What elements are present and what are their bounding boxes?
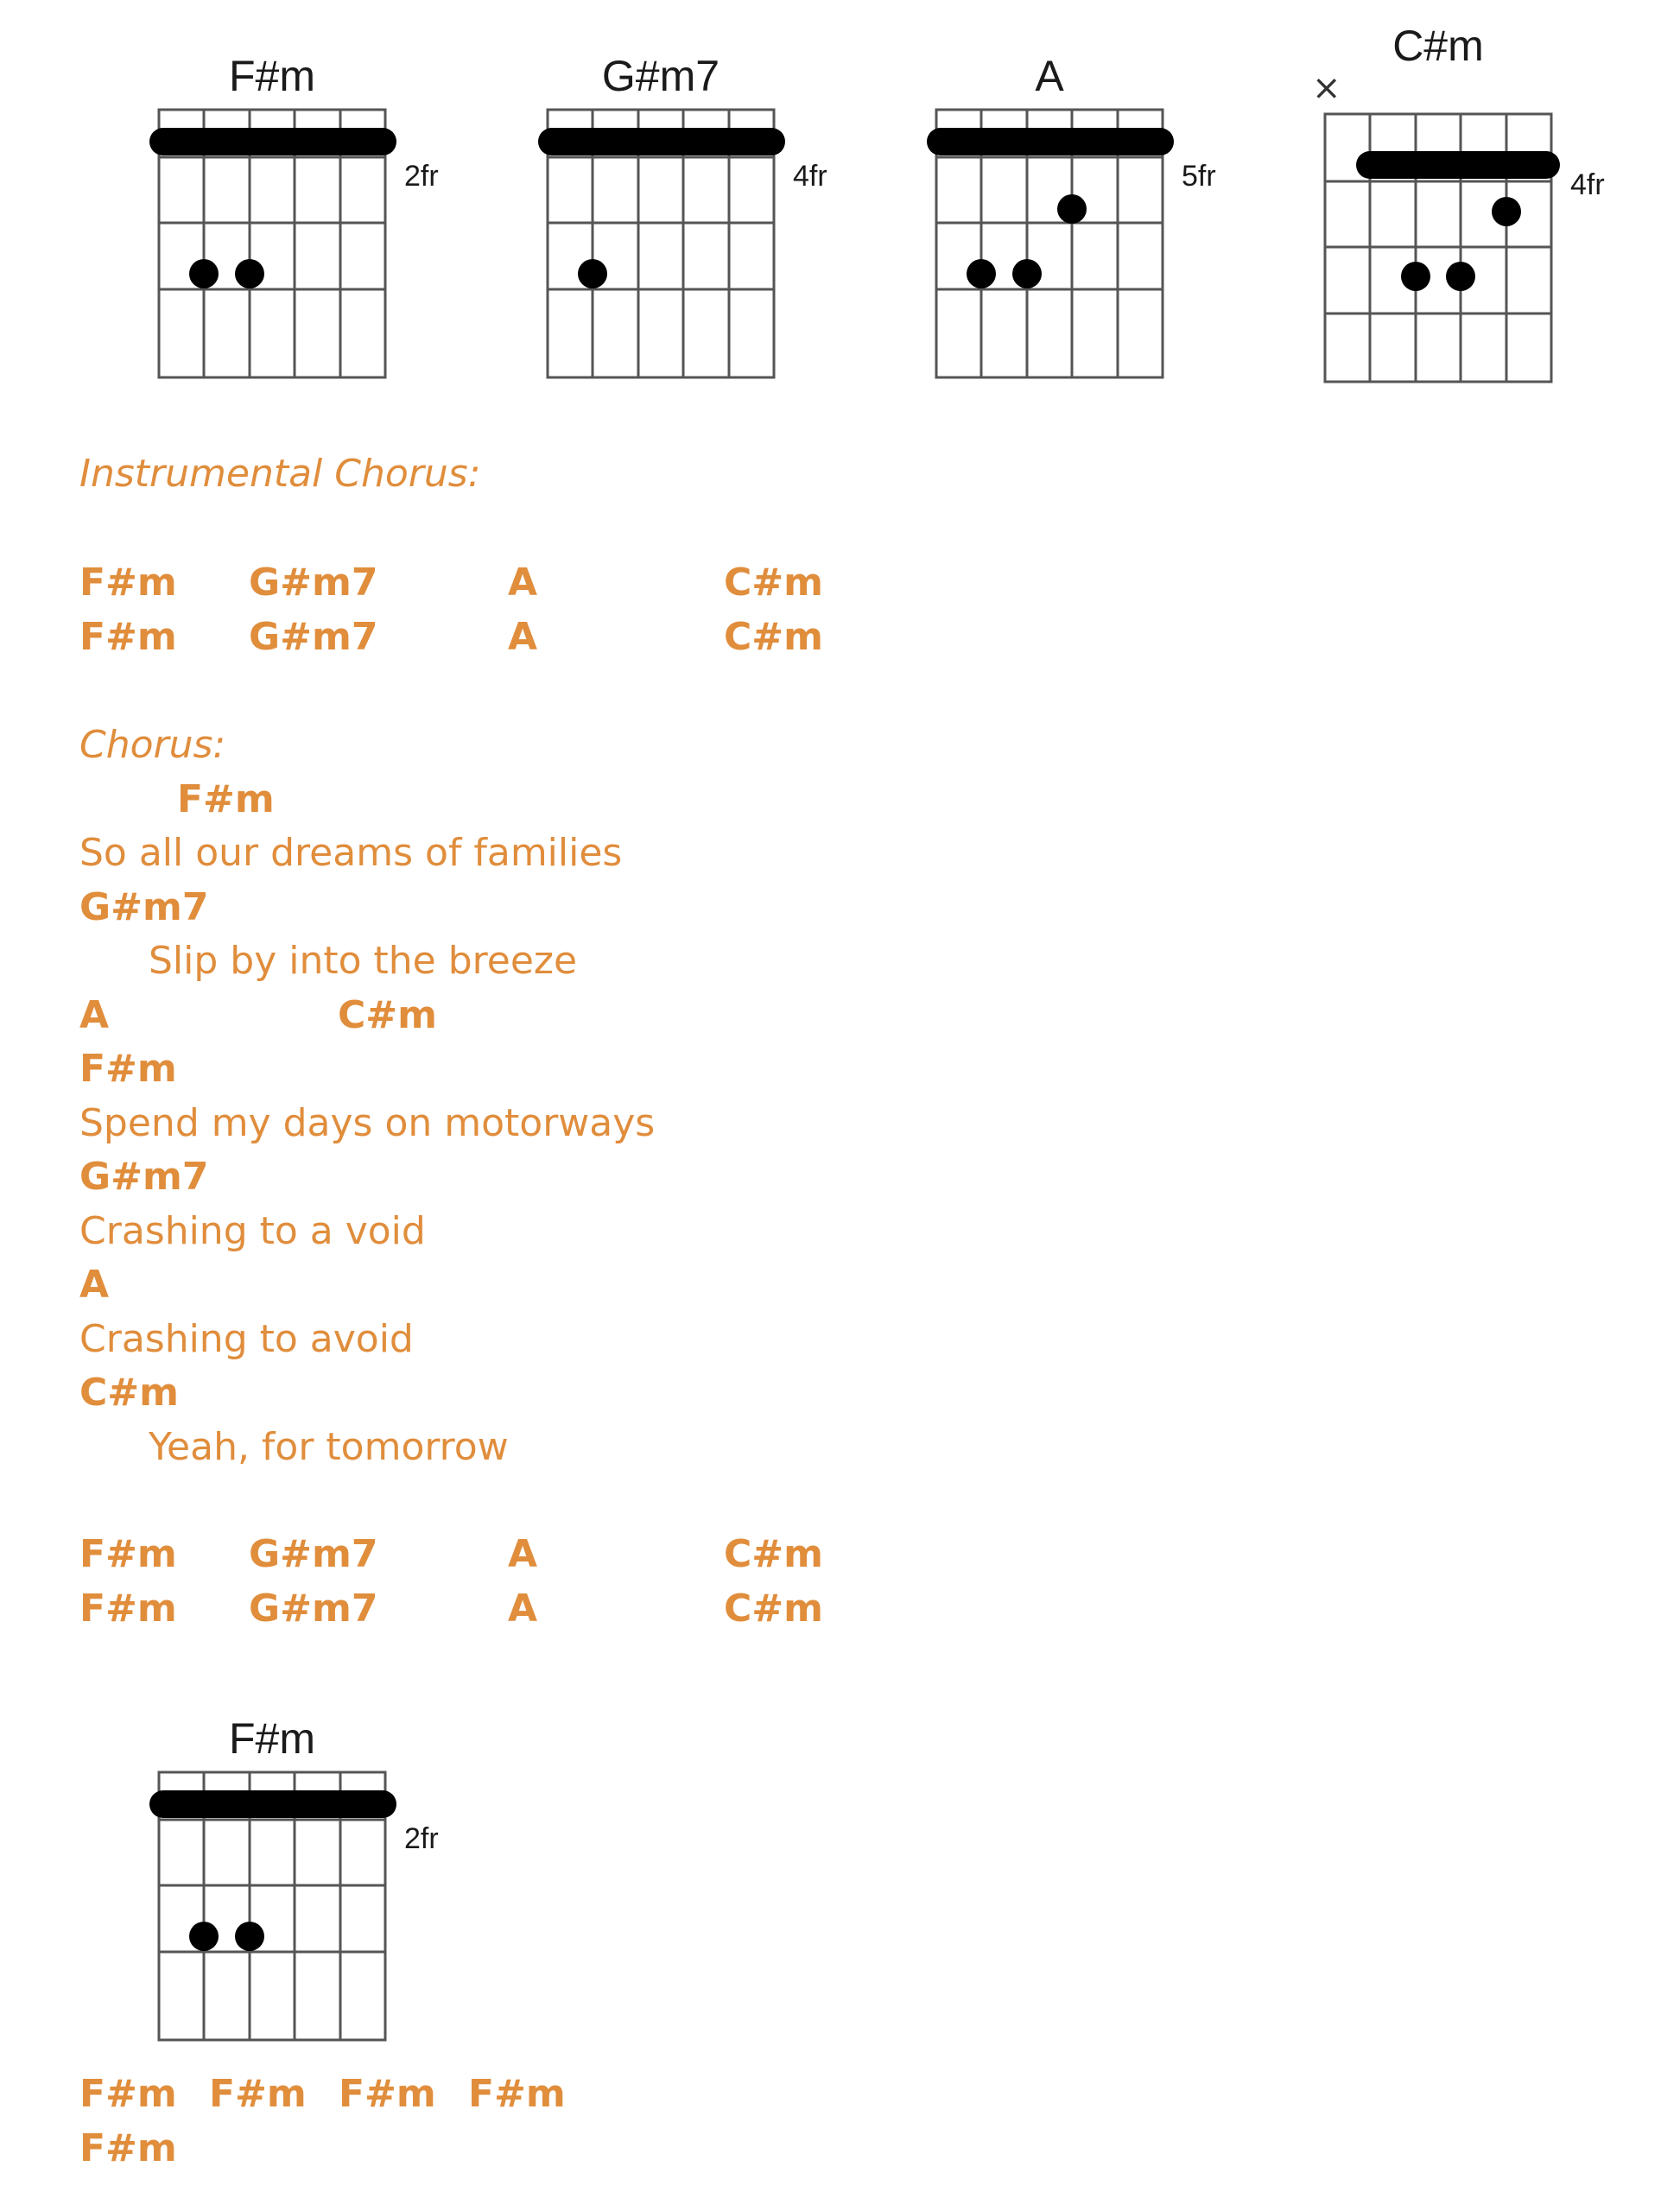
fret-position-label: 4fr: [793, 160, 827, 193]
section-heading-chorus: Chorus:: [79, 723, 226, 767]
finger-dot: [1401, 262, 1430, 291]
chord-diagram-name: F#m: [229, 1714, 315, 1763]
chord-row: [79, 2126, 943, 2173]
finger-dot: [235, 259, 264, 288]
chord-diagram-g-sharp-minor-7: [536, 48, 898, 393]
muted-string-marker: ×: [1312, 68, 1341, 108]
chord-symbol: G#m7: [249, 561, 378, 605]
chord-symbol: C#m: [724, 1587, 824, 1631]
barre: [149, 1790, 396, 1818]
chorus-chord: F#m: [79, 1047, 177, 1091]
chorus-lyric: So all our dreams of families: [79, 831, 623, 875]
chorus-lyric: Crashing to a void: [79, 1209, 426, 1253]
chord-symbol: A: [508, 1532, 538, 1576]
chorus-chord: A: [79, 993, 110, 1037]
chord-diagram-c-sharp-minor: [1313, 17, 1676, 380]
chord-diagram-name: F#m: [229, 52, 315, 100]
chorus-chord: C#m: [338, 993, 438, 1037]
chorus-chord: A: [79, 1263, 110, 1307]
fretboard-grid: [536, 48, 898, 393]
chord-diagram-name: G#m7: [601, 52, 720, 100]
barre: [149, 128, 396, 155]
chord-symbol: F#m: [79, 615, 177, 659]
barre: [538, 128, 785, 155]
chorus-lyric: Spend my days on motorways: [79, 1101, 656, 1145]
chord-diagram-f-sharp-minor: [147, 48, 510, 393]
section-heading-instrumental-chorus: Instrumental Chorus:: [79, 452, 481, 496]
chord-symbol: F#m: [339, 2072, 436, 2116]
finger-dot: [189, 1922, 219, 1951]
chorus-chord: F#m: [177, 777, 275, 821]
finger-dot: [578, 259, 607, 288]
chord-symbol: F#m: [209, 2072, 307, 2116]
chord-diagram-name: C#m: [1392, 22, 1484, 70]
finger-dot: [1057, 194, 1087, 224]
chord-symbol: F#m: [79, 1532, 177, 1576]
finger-dot: [1446, 262, 1475, 291]
chord-symbol: F#m: [79, 1587, 177, 1631]
chord-row: [79, 2072, 943, 2119]
chord-symbol: F#m: [468, 2072, 566, 2116]
chorus-lyric: Slip by into the breeze: [149, 939, 578, 983]
chord-symbol: G#m7: [249, 615, 378, 659]
chord-symbol: G#m7: [249, 1587, 378, 1631]
chord-diagram-name: A: [1035, 52, 1064, 100]
barre: [1356, 151, 1560, 179]
chord-symbol: G#m7: [249, 1532, 378, 1576]
chord-symbol: C#m: [724, 1532, 824, 1576]
chord-symbol: A: [508, 1587, 538, 1631]
chord-symbol: F#m: [79, 2126, 177, 2170]
chord-diagram-f-sharp-minor-bottom: [147, 1710, 510, 2055]
finger-dot: [1492, 197, 1521, 226]
chord-row: [79, 1587, 943, 1633]
chord-symbol: C#m: [724, 561, 824, 605]
fretboard-grid: [147, 48, 510, 393]
fret-position-label: 2fr: [404, 1822, 439, 1855]
chorus-chord: C#m: [79, 1371, 180, 1415]
chord-symbol: A: [508, 561, 538, 605]
finger-dot: [189, 259, 219, 288]
fret-position-label: 4fr: [1570, 168, 1605, 201]
chorus-chord: G#m7: [79, 1155, 209, 1199]
fret-position-label: 5fr: [1182, 160, 1216, 193]
fret-position-label: 2fr: [404, 160, 439, 193]
finger-dot: [967, 259, 996, 288]
chorus-lyric: Yeah, for tomorrow: [149, 1425, 509, 1469]
chord-symbol: C#m: [724, 615, 824, 659]
chorus-chord: G#m7: [79, 885, 209, 929]
chord-row: [79, 1532, 943, 1579]
fretboard-grid: [924, 48, 1287, 393]
chord-symbol: F#m: [79, 561, 177, 605]
fretboard-grid: [1313, 17, 1676, 380]
barre: [927, 128, 1174, 155]
finger-dot: [1012, 259, 1042, 288]
finger-dot: [235, 1922, 264, 1951]
chorus-lyric: Crashing to avoid: [79, 1317, 414, 1361]
chord-symbol: F#m: [79, 2072, 177, 2116]
chord-symbol: A: [508, 615, 538, 659]
chord-diagram-a: [924, 48, 1287, 393]
chord-row: [79, 561, 943, 607]
fretboard-grid: [147, 1710, 510, 2055]
chord-row: [79, 615, 943, 662]
